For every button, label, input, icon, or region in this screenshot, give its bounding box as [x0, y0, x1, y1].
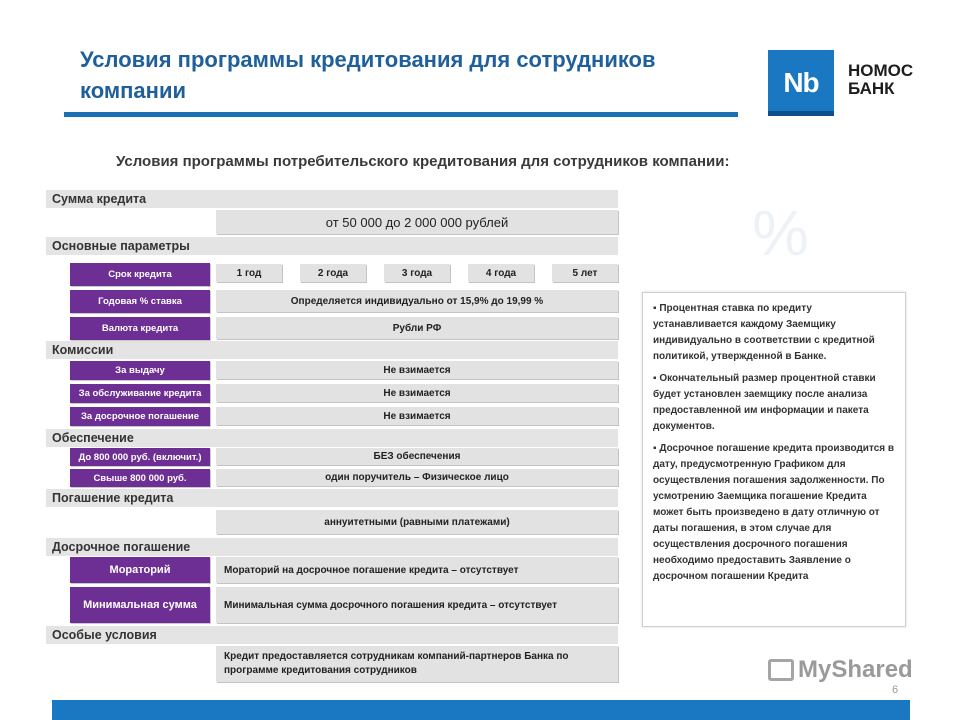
watermark-text: MyShared [798, 656, 913, 683]
security-value: один поручитель – Физическое лицо [216, 469, 618, 486]
early-value: Мораторий на досрочное погашение кредита – отсутствует [216, 557, 618, 583]
presentation-icon [768, 659, 794, 681]
term-option: 1 год [216, 264, 282, 282]
early-value: Минимальная сумма досрочного погашения кредита – отсутствует [216, 587, 618, 623]
term-option: 4 года [468, 264, 534, 282]
logo-abbr: Nb [783, 67, 819, 98]
section-params: Основные параметры [46, 237, 618, 255]
fee-label: За выдачу [70, 361, 210, 380]
section-fees: Комиссии [46, 341, 618, 359]
repayment-value: аннуитетными (равными платежами) [216, 510, 618, 534]
title-underline [64, 112, 738, 117]
section-amount: Сумма кредита [46, 190, 618, 208]
bank-name [848, 62, 913, 98]
note-item: ▪ Окончательный размер процентной ставки будет установлен заемщику после анализа предоставленной им информации и пакета документов. [653, 373, 876, 432]
section-early: Досрочное погашение [46, 538, 618, 556]
fee-label: За обслуживание кредита [70, 384, 210, 403]
term-option: 5 лет [552, 264, 618, 282]
early-label: Минимальная сумма [70, 587, 210, 623]
amount-value: от 50 000 до 2 000 000 рублей [216, 210, 618, 234]
term-label: Срок кредита [70, 263, 210, 286]
term-option: 3 года [384, 264, 450, 282]
security-label: Свыше 800 000 руб. [70, 469, 210, 487]
section-repayment: Погашение кредита [46, 489, 618, 507]
currency-label: Валюта кредита [70, 317, 210, 340]
bank-name-line1: НОМОС [848, 61, 914, 80]
fee-value: Не взимается [216, 407, 618, 425]
bank-name-line2: БАНК [848, 79, 895, 98]
fee-value: Не взимается [216, 384, 618, 402]
early-label: Мораторий [70, 557, 210, 583]
fee-label: За досрочное погашение [70, 407, 210, 426]
footer-bar [52, 700, 910, 720]
bank-logo [768, 50, 834, 116]
rate-value: Определяется индивидуально от 15,9% до 19,99 % [216, 290, 618, 312]
note-item: ▪ Процентная ставка по кредиту устанавливается каждому Заемщику индивидуально в соответствии с кредитной политикой, утвержденной в Банке. [653, 303, 875, 362]
percent-decor-icon: % [752, 197, 809, 269]
currency-value: Рубли РФ [216, 317, 618, 339]
logo-underline [768, 111, 834, 116]
notes-box [642, 292, 906, 627]
special-value: Кредит предоставляется сотрудникам компаний-партнеров Банка по программе кредитования сотрудников [216, 646, 618, 682]
security-label: До 800 000 руб. (включит.) [70, 448, 210, 466]
rate-label: Годовая % ставка [70, 290, 210, 313]
term-option: 2 года [300, 264, 366, 282]
page-number: 6 [892, 684, 899, 696]
security-value: БЕЗ обеспечения [216, 448, 618, 465]
section-subtitle: Условия программы потребительского кредитования для сотрудников компании: [116, 153, 730, 170]
section-security: Обеспечение [46, 429, 618, 447]
section-special: Особые условия [46, 626, 618, 644]
page-title: Условия программы кредитования для сотрудников компании [80, 47, 656, 103]
watermark [768, 656, 913, 684]
note-item: ▪ Досрочное погашение кредита производится в дату, предусмотренную Графиком для осуществления погашения задолженности. По усмотрению Заемщика погашение Кредита может быть произведено в дату отличную от даты погашения, в этом случае для осуществления досрочного погашения необходимо предоставить Заявление о досрочном погашении Кредита [653, 443, 895, 582]
fee-value: Не взимается [216, 361, 618, 379]
